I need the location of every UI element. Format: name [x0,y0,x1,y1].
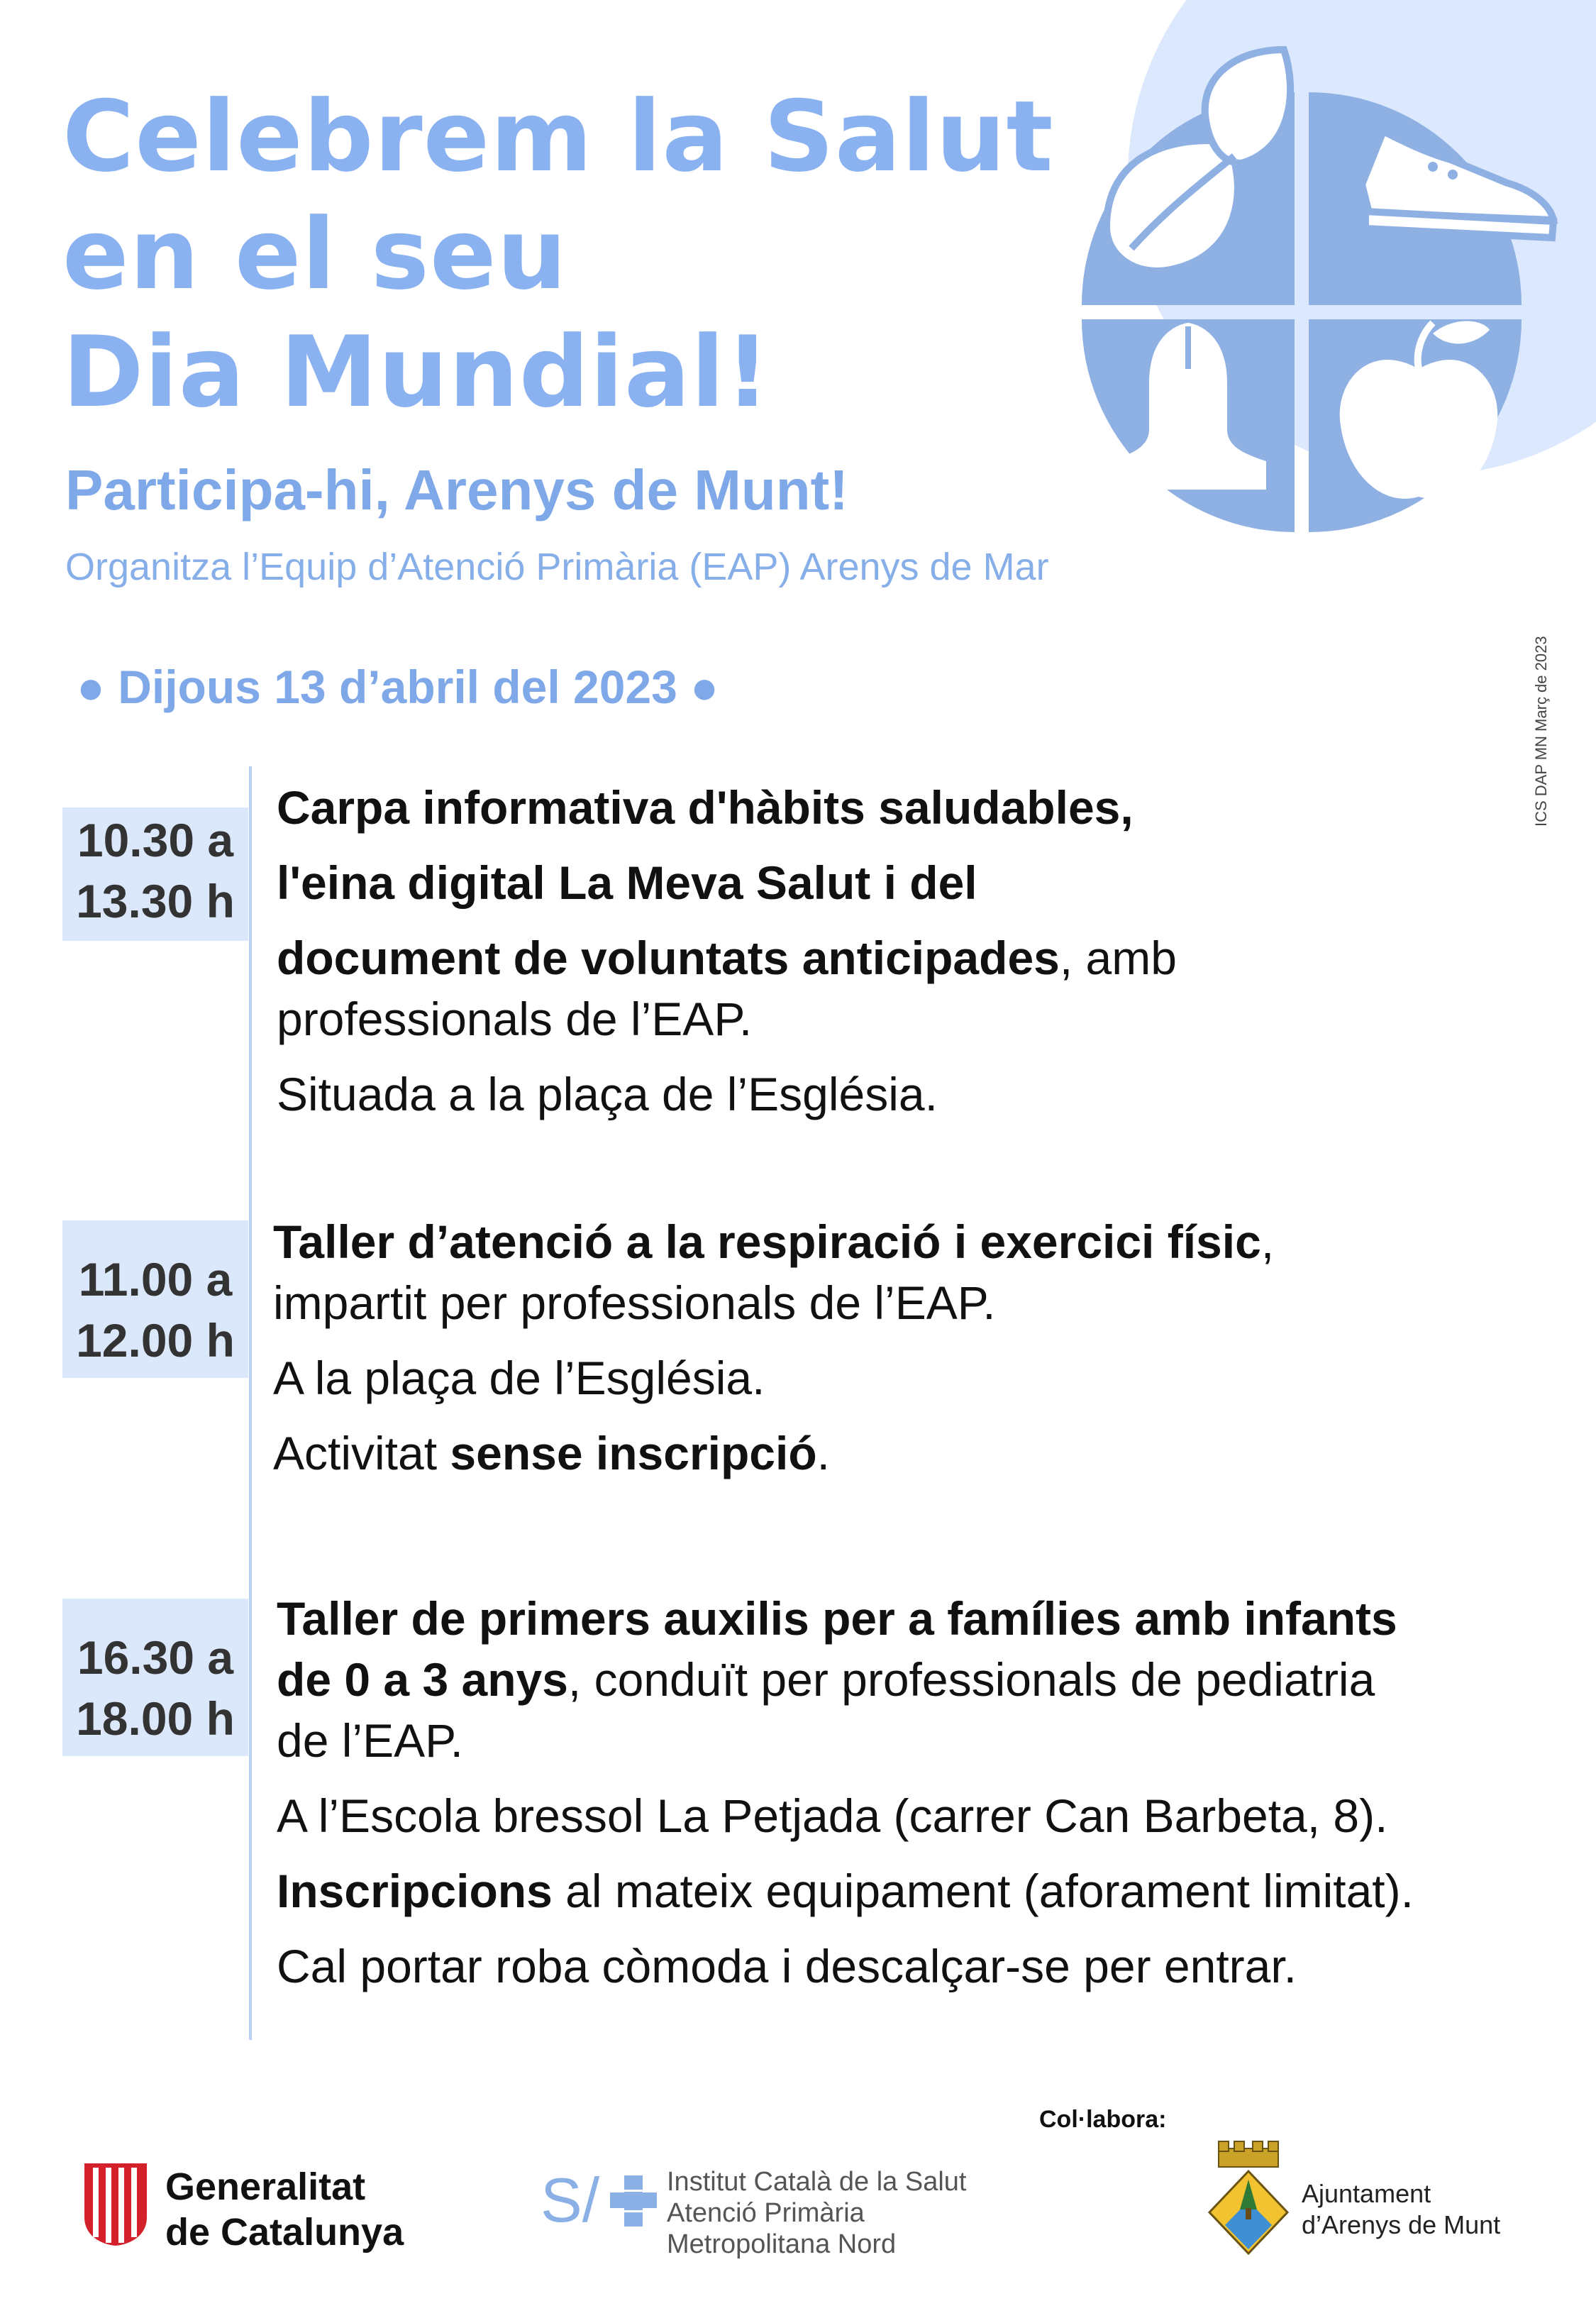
ics-logo-mark: S/ [541,2165,600,2235]
side-note: ICS DAP MN Març de 2023 [1532,636,1550,827]
event-2-time-start: 11.00 a [78,1253,233,1306]
event-3-description [277,1588,1525,1997]
ics-cross-icon [609,2173,658,2229]
event-3-line-3: de l’EAP. [277,1714,463,1767]
ics-name [667,2166,966,2260]
event-1-time-end: 13.30 h [76,875,235,927]
generalitat-line-2: de Catalunya [165,2211,404,2253]
collaboration-label: Col·labora: [1039,2106,1167,2133]
event-3-title-1: Taller de primers auxilis per a famílies amb infants [277,1592,1397,1645]
event-1-time [62,807,248,941]
event-1-time-start: 10.30 a [77,814,234,866]
page-title [62,78,1054,431]
event-3-time [62,1599,248,1756]
event-date: ● Dijous 13 d’abril del 2023 ● [77,661,719,713]
event-1-title-3-rest: , amb [1059,932,1177,984]
event-2-location: A la plaça de l’Església. [273,1352,765,1404]
event-2-title-rest: , [1260,1215,1275,1268]
title-line-2: en el seu [62,197,567,311]
event-2-line-4-bold: sense inscripció [450,1427,817,1479]
event-2-title: Taller d’atenció a la respiració i exercici físic [273,1215,1261,1268]
event-1-location: Situada a la plaça de l’Església. [277,1068,938,1120]
event-1-title-2: l'eina digital La Meva Salut i del [277,856,977,909]
generalitat-line-1: Generalitat [165,2166,366,2208]
event-2-line-2: impartit per professionals de l’EAP. [273,1276,996,1329]
crown-icon [1219,2141,1278,2167]
event-3-time-start: 16.30 a [77,1631,234,1684]
event-2-line-4-post: . [816,1427,830,1479]
title-line-1: Celebrem la Salut [62,79,1054,194]
arenys-coat-of-arms-icon [1206,2136,1291,2256]
event-3-line-5-bold: Inscripcions [277,1865,553,1917]
event-2-time-end: 12.00 h [76,1314,235,1367]
generalitat-logo-icon [82,2161,150,2247]
event-1-description [277,777,1525,1125]
health-wheel-graphic [1064,0,1596,532]
title-line-3: Dia Mundial! [62,315,771,429]
event-3-line-6: Cal portar roba còmoda i descalçar-se per entrar. [277,1940,1297,1992]
ics-line-1: Institut Català de la Salut [667,2167,967,2197]
event-2-time [62,1220,248,1378]
event-3-time-end: 18.00 h [76,1692,235,1745]
event-2-line-4-pre: Activitat [273,1427,450,1479]
ics-line-3: Metropolitana Nord [667,2229,897,2259]
event-3-title-2: de 0 a 3 anys [277,1653,568,1706]
event-1-line-4: professionals de l’EAP. [277,993,753,1045]
event-2-description [273,1211,1522,1484]
event-1-title-1: Carpa informativa d'hàbits saludables, [277,781,1134,834]
organizer-text: Organitza l’Equip d’Atenció Primària (EAP) Arenys de Mar [65,546,1049,588]
ics-line-2: Atenció Primària [667,2198,865,2228]
ajuntament-line-1: Ajuntament [1302,2179,1431,2208]
generalitat-name [165,2164,404,2255]
timeline-divider [249,766,252,2040]
ajuntament-name [1302,2178,1500,2241]
subtitle: Participa-hi, Arenys de Munt! [65,458,848,522]
event-3-title-2-rest: , conduït per professionals de pediatria [567,1653,1375,1706]
event-1-title-3: document de voluntats anticipades [277,932,1060,984]
event-3-location: A l’Escola bressol La Petjada (carrer Can Barbeta, 8). [277,1789,1388,1842]
event-3-line-5-rest: al mateix equipament (aforament limitat). [552,1865,1414,1917]
ajuntament-line-2: d’Arenys de Munt [1302,2210,1501,2239]
